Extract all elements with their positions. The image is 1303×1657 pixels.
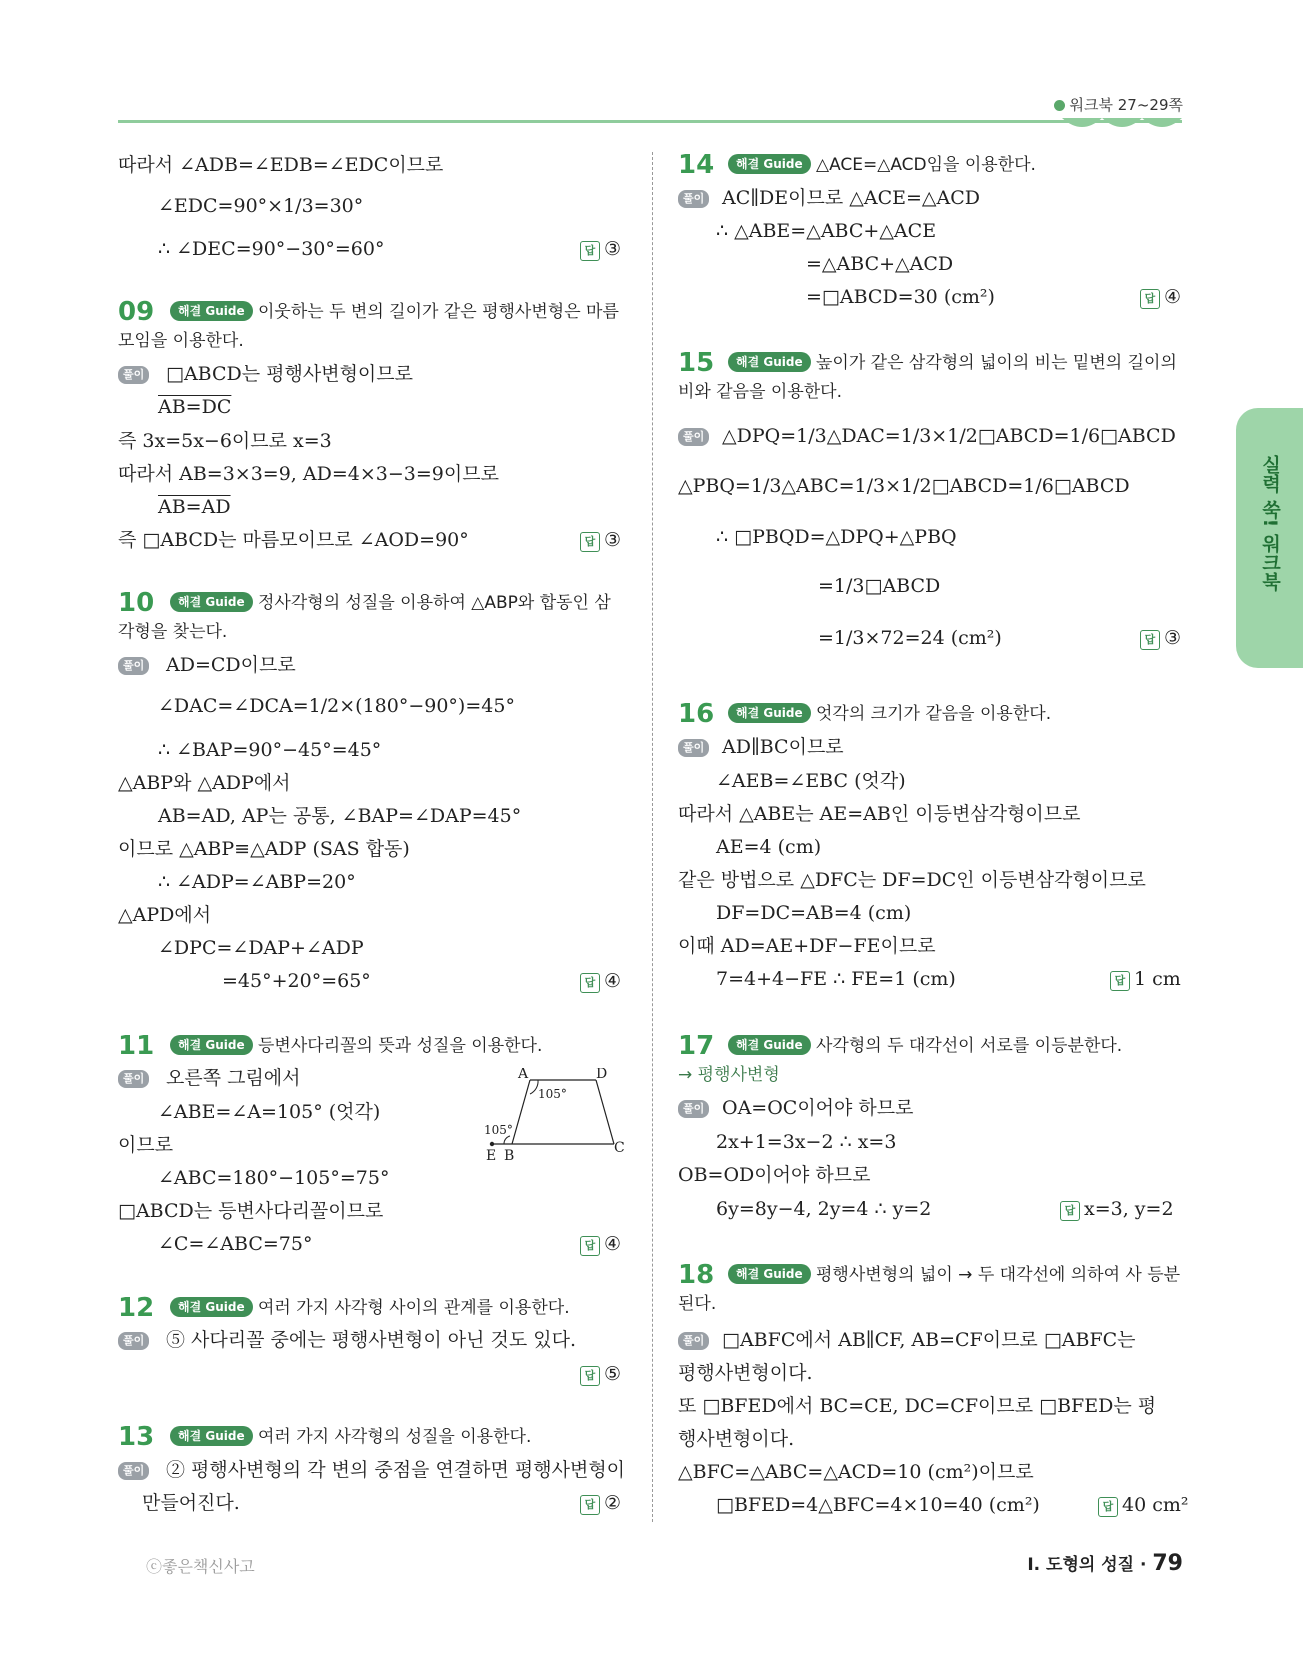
- solution-badge: 풀이: [118, 366, 149, 384]
- problem-number: 10: [118, 588, 155, 618]
- text-line: 이므로 △ABP≡△ADP (SAS 합동): [118, 838, 410, 860]
- section-title: Ⅰ. 도형의 성질: [1027, 1555, 1135, 1575]
- text-line: □BFED=4△BFC=4×10=40 (cm²): [716, 1494, 1040, 1516]
- text-line: ∴ ∠DEC=90°−30°=60°: [158, 238, 385, 260]
- guide-text: 사각형의 두 대각선이 서로를 이등분한다.: [816, 1036, 1123, 1056]
- text-line: □ABCD는 등변사다리꼴이므로: [118, 1200, 384, 1222]
- guide-text: 된다.: [678, 1294, 717, 1314]
- problem-number: 09: [118, 297, 155, 327]
- guide-badge: 해결 Guide: [170, 1297, 253, 1317]
- text-line: 2x+1=3x−2 ∴ x=3: [716, 1131, 897, 1153]
- text-line: △DPQ=1/3△DAC=1/3×1/2□ABCD=1/6□ABCD: [722, 425, 1176, 447]
- text-line: ∠C=∠ABC=75°: [158, 1233, 313, 1255]
- text-line: ∠DAC=∠DCA=1/2×(180°−90°)=45°: [158, 695, 515, 717]
- guide-badge: 해결 Guide: [728, 1264, 811, 1284]
- guide-text: 비와 같음을 이용한다.: [678, 382, 843, 402]
- text-line: ∠ABE=∠A=105° (엇각): [158, 1101, 381, 1123]
- guide-text: 정사각형의 성질을 이용하여 △ABP와 합동인 삼: [258, 593, 611, 613]
- solution-badge: 풀이: [118, 1462, 149, 1480]
- bullet-dot-icon: [1054, 100, 1065, 111]
- text-line: AD∥BC이므로: [722, 736, 844, 758]
- text-line: AD=CD이므로: [166, 654, 296, 676]
- solution-badge: 풀이: [118, 1070, 149, 1088]
- text-line: ∠DPC=∠DAP+∠ADP: [158, 937, 364, 959]
- answer-mark: 답 x=3, y=2: [1060, 1197, 1174, 1221]
- text-line: =1/3□ABCD: [818, 575, 941, 597]
- text-line: AB=AD: [158, 496, 231, 518]
- text-line: ∴ ∠BAP=90°−45°=45°: [158, 739, 382, 761]
- text-line: =1/3×72=24 (cm²): [818, 627, 1002, 649]
- header-rule: [118, 120, 1182, 123]
- text-line: ∠ABC=180°−105°=75°: [158, 1167, 390, 1189]
- guide-text: 엇각의 크기가 같음을 이용한다.: [816, 704, 1052, 724]
- text-line: ∴ □PBQD=△DPQ+△PBQ: [716, 526, 957, 548]
- guide-text: 여러 가지 사각형의 성질을 이용한다.: [258, 1427, 532, 1447]
- text-line: △ABP와 △ADP에서: [118, 772, 291, 794]
- guide-text: 높이가 같은 삼각형의 넓이의 비는 밑변의 길이의: [816, 353, 1177, 373]
- text-line: ∴ △ABE=△ABC+△ACE: [716, 220, 937, 242]
- answer-mark: 답 ⑤: [580, 1362, 621, 1386]
- text-line: 따라서 AB=3×3=9, AD=4×3−3=9이므로: [118, 463, 499, 485]
- text-line: ∠EDC=90°×1/3=30°: [158, 195, 364, 217]
- problem-number: 17: [678, 1031, 715, 1061]
- text-line: 오른쪽 그림에서: [166, 1067, 301, 1089]
- figure-label: E: [486, 1148, 497, 1164]
- text-line: 따라서 ∠ADB=∠EDB=∠EDC이므로: [118, 154, 444, 176]
- header-wave-decoration: [1062, 118, 1182, 134]
- guide-badge: 해결 Guide: [728, 352, 811, 372]
- answer-mark: 답 ④: [580, 969, 621, 993]
- problem-number: 12: [118, 1293, 155, 1323]
- guide-badge: 해결 Guide: [728, 703, 811, 723]
- text-line: 또 □BFED에서 BC=CE, DC=CF이므로 □BFED는 평: [678, 1395, 1157, 1417]
- guide-text: 모임을 이용한다.: [118, 331, 244, 351]
- answer-mark: 답 ③: [1140, 626, 1181, 650]
- text-line: 이므로: [118, 1134, 174, 1156]
- text-line: AB=AD, AP는 공통, ∠BAP=∠DAP=45°: [158, 805, 522, 827]
- text-line: 같은 방법으로 △DFC는 DF=DC인 이등변삼각형이므로: [678, 869, 1146, 891]
- guide-text: 평행사변형의 넓이 → 두 대각선에 의하여 사 등분: [816, 1265, 1181, 1285]
- guide-text: 이웃하는 두 변의 길이가 같은 평행사변형은 마름: [258, 302, 619, 322]
- guide-text: → 평행사변형: [678, 1065, 780, 1085]
- text-line: 행사변형이다.: [678, 1428, 795, 1450]
- solution-badge: 풀이: [118, 657, 149, 675]
- text-line: ∴ ∠ADP=∠ABP=20°: [158, 871, 356, 893]
- text-line: 즉 □ABCD는 마름모이므로 ∠AOD=90°: [118, 529, 469, 551]
- answer-mark: 답 1 cm: [1110, 967, 1181, 991]
- problem-number: 13: [118, 1422, 155, 1452]
- text-line: 평행사변형이다.: [678, 1362, 813, 1384]
- solution-badge: 풀이: [678, 739, 709, 757]
- text-line: 즉 3x=5x−6이므로 x=3: [118, 430, 332, 452]
- figure-label: C: [614, 1140, 625, 1156]
- answer-mark: 답 ②: [580, 1491, 621, 1515]
- answer-mark: 답 ④: [580, 1232, 621, 1256]
- text-line: AE=4 (cm): [716, 836, 822, 858]
- problem-number: 11: [118, 1031, 155, 1061]
- answer-mark: 답 ③: [580, 528, 621, 552]
- text-line: =□ABCD=30 (cm²): [806, 286, 995, 308]
- text-line: =△ABC+△ACD: [806, 253, 954, 275]
- workbook-reference: 워크북 27~29쪽: [1054, 94, 1183, 115]
- guide-badge: 해결 Guide: [170, 1035, 253, 1055]
- problem-number: 15: [678, 348, 715, 378]
- text-line: OB=OD이어야 하므로: [678, 1164, 871, 1186]
- column-divider: [652, 152, 653, 1522]
- text-line: △BFC=△ABC=△ACD=10 (cm²)이므로: [678, 1461, 1034, 1483]
- text-line: =45°+20°=65°: [222, 970, 371, 992]
- guide-text: 각형을 찾는다.: [118, 622, 228, 642]
- publisher: ⓒ좋은책신사고: [146, 1557, 255, 1576]
- page-number: 79: [1152, 1551, 1183, 1576]
- guide-text: 등변사다리꼴의 뜻과 성질을 이용한다.: [258, 1036, 543, 1056]
- guide-badge: 해결 Guide: [728, 154, 811, 174]
- text-line: △APD에서: [118, 904, 212, 926]
- solution-badge: 풀이: [678, 428, 709, 446]
- text-line: OA=OC이어야 하므로: [722, 1097, 914, 1119]
- problem-number: 14: [678, 150, 715, 180]
- answer-mark: 답 ④: [1140, 285, 1181, 309]
- guide-badge: 해결 Guide: [170, 301, 253, 321]
- page-footer: Ⅰ. 도형의 성질 · 79: [1027, 1551, 1183, 1576]
- figure-label: A: [518, 1068, 529, 1082]
- solution-badge: 풀이: [678, 1332, 709, 1350]
- guide-badge: 해결 Guide: [170, 1426, 253, 1446]
- text-line: ② 평행사변형의 각 변의 중점을 연결하면 평행사변형이: [166, 1459, 626, 1481]
- text-line: △PBQ=1/3△ABC=1/3×1/2□ABCD=1/6□ABCD: [678, 475, 1130, 497]
- guide-badge: 해결 Guide: [170, 592, 253, 612]
- guide-text: △ACE=△ACD임을 이용한다.: [816, 155, 1036, 175]
- text-line: □ABCD는 평행사변형이므로: [166, 363, 413, 385]
- figure-label: B: [504, 1148, 515, 1164]
- text-line: 만들어진다.: [142, 1492, 240, 1514]
- problem-number: 18: [678, 1260, 715, 1290]
- answer-mark: 답 40 cm²: [1098, 1493, 1189, 1517]
- text-line: AC∥DE이므로 △ACE=△ACD: [722, 187, 981, 209]
- side-tab-label: 실력 쑥! 워크북: [1259, 455, 1281, 591]
- figure-label: 105°: [538, 1087, 567, 1101]
- text-line: ⑤ 사다리꼴 중에는 평행사변형이 아닌 것도 있다.: [166, 1329, 577, 1351]
- text-line: 6y=8y−4, 2y=4 ∴ y=2: [716, 1198, 932, 1220]
- solution-badge: 풀이: [678, 1100, 709, 1118]
- solution-badge: 풀이: [678, 190, 709, 208]
- text-line: AB=DC: [158, 396, 232, 418]
- guide-text: 여러 가지 사각형 사이의 관계를 이용한다.: [258, 1298, 570, 1318]
- text-line: □ABFC에서 AB∥CF, AB=CF이므로 □ABFC는: [722, 1329, 1136, 1351]
- trapezoid-figure: [478, 1068, 628, 1168]
- guide-badge: 해결 Guide: [728, 1035, 811, 1055]
- text-line: 따라서 △ABE는 AE=AB인 이등변삼각형이므로: [678, 803, 1081, 825]
- text-line: ∠AEB=∠EBC (엇각): [716, 770, 906, 792]
- solution-badge: 풀이: [118, 1332, 149, 1350]
- text-line: 7=4+4−FE ∴ FE=1 (cm): [716, 968, 956, 990]
- answer-mark: 답 ③: [580, 237, 621, 261]
- problem-number: 16: [678, 699, 715, 729]
- text-line: DF=DC=AB=4 (cm): [716, 902, 912, 924]
- text-line: 이때 AD=AE+DF−FE이므로: [678, 935, 936, 957]
- figure-label: 105°: [484, 1123, 513, 1137]
- figure-label: D: [596, 1068, 608, 1082]
